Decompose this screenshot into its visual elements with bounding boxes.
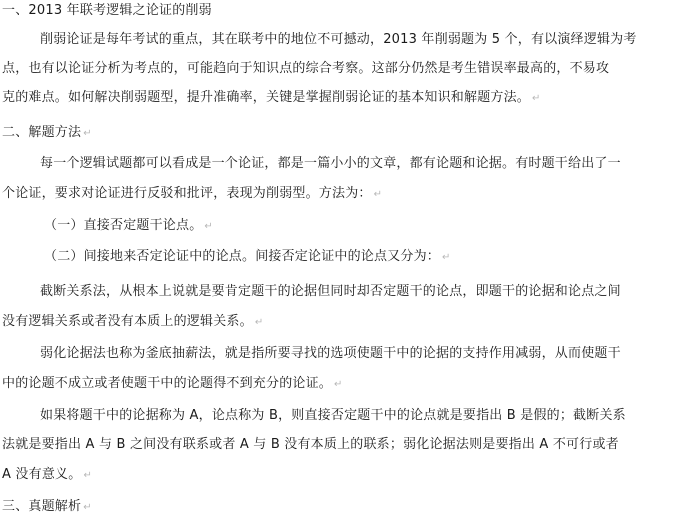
line-text: 如果将题干中的论据称为 A，论点称为 B，则直接否定题干中的论点就是要指出 B 是假的；截断关系 <box>40 408 626 423</box>
line-text: 克的难点。如何解决削弱题型，提升准确率，关键是掌握削弱论证的基本知识和解题方法。 <box>2 90 531 105</box>
line-text: 没有逻辑关系或者没有本质上的逻辑关系。 <box>2 314 253 329</box>
paragraph-mark-icon: ↵ <box>83 470 93 481</box>
paragraph-line <box>40 31 637 49</box>
line-text: 中的论题不成立或者使题干中的论题得不到充分的论证。 <box>2 376 333 391</box>
line-text: 削弱论证是每年考试的重点，其在联考中的地位不可撼动，2013 年削弱题为 5 个，有以演绎逻辑为考 <box>40 32 637 47</box>
line-text: 每一个逻辑试题都可以看成是一个论证，都是一篇小小的文章，都有论题和论据。有时题干给出了一 <box>40 156 621 171</box>
heading-section-2 <box>2 124 92 142</box>
paragraph-mark-icon: ↵ <box>442 252 451 263</box>
paragraph-line <box>40 155 621 173</box>
paragraph-mark-icon: ↵ <box>83 502 92 513</box>
paragraph-mark-icon: ↵ <box>373 189 383 200</box>
paragraph-mark-icon: ↵ <box>83 128 92 139</box>
paragraph-line <box>40 283 621 301</box>
heading-text: 三、真题解析 <box>2 499 82 514</box>
line-text: A 没有意义。 <box>2 467 82 482</box>
heading-text: 一、2013 年联考逻辑之论证的削弱 <box>2 3 212 18</box>
heading-text: 二、解题方法 <box>2 125 82 140</box>
line-text: 点，也有以论证分析为考点的，可能趋向于知识点的综合考察。这部分仍然是考生错误率最高的，不易攻 <box>2 61 610 76</box>
paragraph-mark-icon: ↵ <box>254 317 264 328</box>
paragraph-line <box>2 89 541 107</box>
paragraph-line <box>2 375 343 393</box>
paragraph-line <box>40 345 621 363</box>
paragraph-line <box>2 185 382 203</box>
line-text: （二）间接地来否定论证中的论点。间接否定论证中的论点又分为： <box>44 249 441 264</box>
list-item <box>44 217 213 235</box>
paragraph-mark-icon: ↵ <box>334 379 343 390</box>
line-text: 个论证，要求对论证进行反驳和批评，表现为削弱型。方法为： <box>2 186 372 201</box>
paragraph-line <box>2 60 609 78</box>
paragraph-mark-icon: ↵ <box>532 93 541 104</box>
heading-section-3 <box>2 498 92 516</box>
paragraph-line <box>40 407 626 425</box>
paragraph-mark-icon: ↵ <box>204 221 213 232</box>
paragraph-line <box>2 466 92 484</box>
line-text: （一）直接否定题干论点。 <box>44 218 203 233</box>
paragraph-line <box>2 436 619 454</box>
heading-section-1 <box>2 2 212 20</box>
list-item <box>44 248 451 266</box>
line-text: 法就是要指出 A 与 B 之间没有联系或者 A 与 B 没有本质上的联系；弱化论据法则是要指出 A 不可行或者 <box>2 437 619 452</box>
line-text: 弱化论据法也称为釜底抽薪法，就是指所要寻找的选项使题干中的论据的支持作用减弱，从而使题干 <box>40 346 621 361</box>
paragraph-line <box>2 313 263 331</box>
line-text: 截断关系法，从根本上说就是要肯定题干的论据但同时却否定题干的论点，即题干的论据和论点之间 <box>40 284 621 299</box>
